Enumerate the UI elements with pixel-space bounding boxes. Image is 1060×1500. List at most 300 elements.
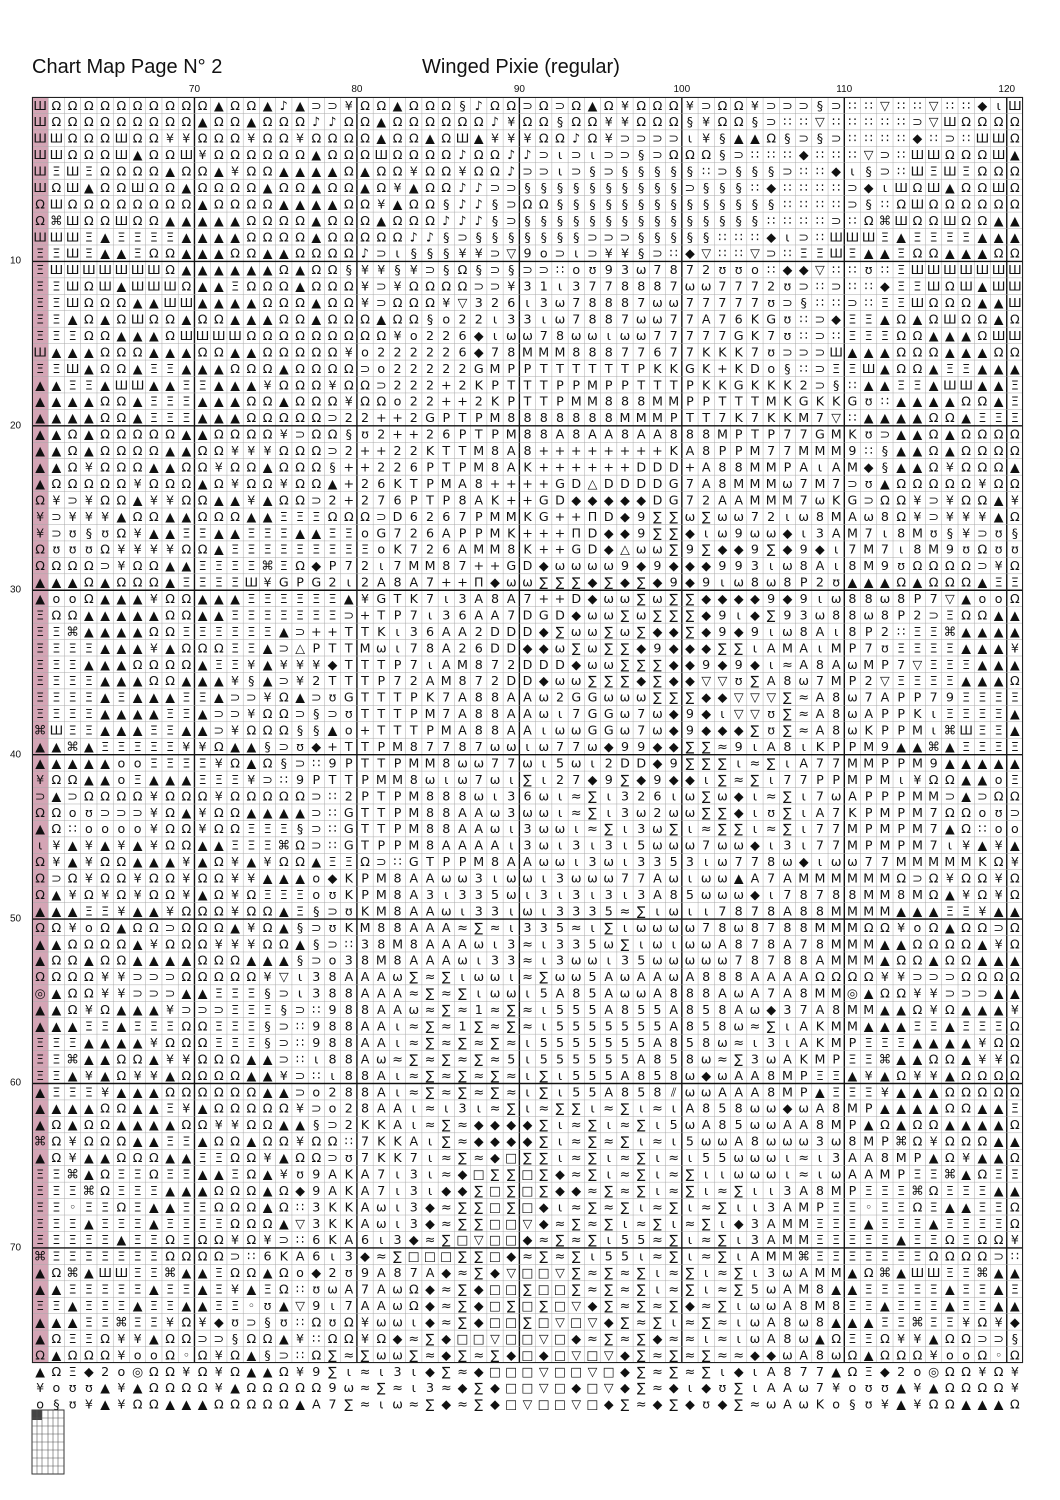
stitch-symbol: ∑ — [621, 657, 630, 672]
stitch-symbol: P — [832, 1051, 840, 1066]
stitch-symbol: o — [101, 821, 109, 836]
stitch-symbol: P — [312, 640, 320, 655]
stitch-symbol: Ω — [279, 1183, 289, 1198]
stitch-symbol: ▲ — [328, 164, 338, 179]
stitch-symbol: Ξ — [897, 262, 905, 277]
stitch-symbol: Ξ — [264, 1282, 272, 1297]
stitch-symbol: 7 — [832, 476, 840, 491]
stitch-symbol: P — [296, 575, 304, 590]
stitch-symbol: + — [603, 443, 614, 458]
stitch-symbol: M — [928, 854, 939, 869]
stitch-symbol: ⊃ — [279, 1051, 290, 1066]
stitch-symbol: Ξ — [832, 1199, 840, 1214]
stitch-symbol: Ω — [133, 344, 143, 359]
stitch-symbol: Ω — [214, 476, 224, 491]
stitch-symbol: Ω — [52, 821, 62, 836]
stitch-symbol: ♪ — [507, 147, 515, 162]
stitch-symbol: ω — [847, 723, 858, 738]
stitch-symbol: ⊃ — [798, 344, 809, 359]
stitch-symbol: Ξ — [1011, 394, 1019, 409]
stitch-symbol: ɩ — [688, 903, 692, 918]
stitch-symbol: A — [767, 969, 776, 984]
stitch-symbol: ▲ — [84, 953, 94, 968]
stitch-symbol: 7 — [751, 509, 759, 524]
stitch-symbol: 9 — [767, 591, 775, 606]
stitch-symbol: Ω — [1010, 673, 1020, 688]
stitch-symbol: Ω — [311, 377, 321, 392]
stitch-symbol: ▲ — [913, 1084, 923, 1099]
stitch-symbol: M — [831, 936, 842, 951]
stitch-symbol: Ω — [214, 147, 224, 162]
stitch-symbol: ▲ — [815, 1331, 825, 1346]
stitch-symbol: A — [799, 657, 808, 672]
stitch-symbol: § — [671, 164, 677, 179]
stitch-symbol: ▲ — [214, 361, 224, 376]
stitch-symbol: ¥ — [605, 114, 613, 129]
stitch-symbol: Ω — [246, 459, 256, 474]
stitch-symbol: P — [897, 723, 905, 738]
stitch-symbol: ◆ — [750, 887, 760, 902]
stitch-symbol: ω — [701, 1084, 712, 1099]
stitch-symbol: ω — [538, 821, 549, 836]
stitch-symbol: ▲ — [198, 591, 208, 606]
stitch-symbol: 8 — [426, 640, 434, 655]
stitch-symbol: § — [524, 180, 530, 195]
stitch-symbol: Ω — [35, 871, 45, 886]
stitch-symbol: Ω — [1010, 969, 1020, 984]
stitch-symbol: Ξ — [101, 1298, 109, 1313]
stitch-symbol: ◆ — [701, 723, 711, 738]
stitch-symbol: ≈ — [668, 1265, 679, 1280]
stitch-symbol: Ω — [360, 213, 370, 228]
stitch-symbol: ∷ — [312, 755, 320, 770]
stitch-symbol: D — [620, 755, 630, 770]
stitch-symbol: Ω — [84, 295, 94, 310]
stitch-symbol: 7 — [361, 1282, 369, 1297]
stitch-symbol: 7 — [410, 542, 418, 557]
stitch-symbol: Ω — [68, 98, 78, 113]
stitch-symbol: § — [524, 229, 530, 244]
stitch-symbol: ▲ — [880, 246, 890, 261]
stitch-symbol: T — [376, 607, 385, 622]
stitch-symbol: 5 — [588, 969, 596, 984]
stitch-symbol: 3 — [621, 262, 629, 277]
stitch-symbol: ▲ — [994, 986, 1004, 1001]
stitch-symbol: + — [360, 443, 371, 458]
stitch-symbol: ≈ — [620, 1117, 631, 1132]
stitch-symbol: ω — [571, 969, 582, 984]
stitch-symbol: T — [701, 410, 710, 425]
stitch-symbol: + — [620, 443, 631, 458]
stitch-symbol: ʊ — [69, 542, 77, 557]
stitch-symbol: + — [343, 459, 354, 474]
stitch-symbol: Ω — [165, 805, 175, 820]
stitch-symbol: Ω — [994, 164, 1004, 179]
stitch-symbol: ▲ — [311, 164, 321, 179]
stitch-symbol: Ω — [246, 1397, 256, 1412]
stitch-symbol: ω — [685, 279, 696, 294]
stitch-symbol: ◆ — [506, 1117, 516, 1132]
stitch-symbol: A — [604, 1084, 613, 1099]
stitch-symbol: ¥ — [36, 509, 44, 524]
stitch-symbol: Ω — [117, 410, 127, 425]
stitch-symbol: ɩ — [525, 739, 529, 754]
stitch-symbol: ▲ — [945, 328, 955, 343]
stitch-symbol: ▲ — [880, 312, 890, 327]
stitch-symbol: ¥ — [377, 196, 385, 211]
stitch-symbol: Ω — [425, 114, 435, 129]
stitch-symbol: 2 — [913, 607, 921, 622]
stitch-symbol: § — [1012, 1331, 1018, 1346]
stitch-symbol: Ω — [263, 723, 273, 738]
stitch-symbol: ⊃ — [181, 1002, 192, 1017]
stitch-symbol: K — [377, 1150, 386, 1165]
stitch-symbol: ▲ — [198, 410, 208, 425]
stitch-symbol: o — [85, 821, 93, 836]
stitch-symbol: ɩ — [818, 591, 822, 606]
stitch-symbol: Ш — [992, 262, 1006, 277]
stitch-symbol: Ω — [896, 953, 906, 968]
stitch-symbol: Ш — [992, 328, 1006, 343]
stitch-symbol: ∷ — [832, 262, 840, 277]
stitch-symbol: G — [588, 723, 598, 738]
stitch-symbol: ≈ — [668, 1282, 679, 1297]
stitch-symbol: Ξ — [85, 164, 93, 179]
stitch-symbol: ∑ — [491, 1068, 500, 1083]
stitch-symbol: 7 — [653, 328, 661, 343]
stitch-symbol: ¥ — [702, 114, 710, 129]
stitch-symbol: ω — [636, 805, 647, 820]
stitch-symbol: ⊃ — [490, 262, 501, 277]
stitch-symbol: ∑ — [621, 1397, 630, 1412]
stitch-symbol: T — [328, 673, 337, 688]
stitch-symbol: ∑ — [702, 739, 711, 754]
stitch-symbol: A — [848, 1150, 857, 1165]
stitch-symbol: ∑ — [637, 624, 646, 639]
stitch-symbol: Ш — [911, 1265, 925, 1280]
stitch-symbol: ω — [766, 1134, 777, 1149]
stitch-symbol: Ω — [35, 542, 45, 557]
stitch-symbol: Ш — [959, 723, 973, 738]
stitch-symbol: ◆ — [441, 1265, 451, 1280]
stitch-symbol: 7 — [572, 706, 580, 721]
stitch-symbol: ∑ — [637, 1364, 646, 1379]
stitch-symbol: ɩ — [509, 772, 513, 787]
stitch-symbol: Ш — [927, 279, 941, 294]
stitch-symbol: o — [85, 920, 93, 935]
stitch-symbol: Ω — [344, 196, 354, 211]
stitch-symbol: ¥ — [978, 1035, 986, 1050]
stitch-symbol: ɩ — [785, 755, 789, 770]
stitch-symbol: Ξ — [946, 640, 954, 655]
stitch-symbol: ∑ — [783, 821, 792, 836]
stitch-symbol: A — [799, 1018, 808, 1033]
stitch-symbol: Ω — [961, 575, 971, 590]
stitch-symbol: 8 — [767, 903, 775, 918]
stitch-symbol: M — [376, 871, 387, 886]
stitch-symbol: Ω — [1010, 312, 1020, 327]
stitch-symbol: ≈ — [473, 1150, 484, 1165]
stitch-symbol: ◆ — [311, 558, 321, 573]
stitch-symbol: ▲ — [279, 1117, 289, 1132]
stitch-symbol: 7 — [637, 723, 645, 738]
stitch-symbol: ω — [733, 1018, 744, 1033]
stitch-symbol: Ξ — [134, 1166, 142, 1181]
stitch-symbol: ¥ — [231, 903, 239, 918]
stitch-symbol: ¥ — [231, 164, 239, 179]
stitch-symbol: ω — [555, 295, 566, 310]
stitch-symbol: Ω — [263, 936, 273, 951]
stitch-symbol: 9 — [605, 262, 613, 277]
stitch-symbol: Ω — [117, 936, 127, 951]
stitch-symbol: Ω — [311, 131, 321, 146]
stitch-symbol: ⌘ — [66, 1265, 79, 1280]
stitch-symbol: Ш — [131, 312, 145, 327]
stitch-symbol: ▲ — [52, 1282, 62, 1297]
stitch-symbol: K — [735, 410, 744, 425]
stitch-symbol: Ω — [425, 213, 435, 228]
stitch-symbol: ω — [782, 558, 793, 573]
stitch-symbol: Ω — [198, 1364, 208, 1379]
stitch-symbol: ◆ — [604, 1397, 614, 1412]
stitch-symbol: P — [670, 410, 678, 425]
stitch-symbol: ▲ — [181, 558, 191, 573]
stitch-symbol: ▲ — [1010, 147, 1020, 162]
stitch-symbol: Ω — [295, 114, 305, 129]
stitch-symbol: M — [879, 805, 890, 820]
stitch-symbol: Ξ — [280, 607, 288, 622]
stitch-symbol: Ш — [33, 229, 47, 244]
stitch-symbol: ∑ — [637, 575, 646, 590]
stitch-symbol: ⊃ — [67, 788, 78, 803]
stitch-symbol: Ξ — [52, 312, 60, 327]
stitch-symbol: Ω — [929, 1249, 939, 1264]
stitch-symbol: ◆ — [766, 1002, 776, 1017]
stitch-symbol: 2 — [458, 312, 466, 327]
stitch-symbol: ⌘ — [115, 1314, 128, 1329]
stitch-symbol: ω — [490, 986, 501, 1001]
stitch-symbol: Ξ — [134, 1232, 142, 1247]
stitch-symbol: P — [800, 575, 808, 590]
stitch-symbol: Ш — [196, 328, 210, 343]
stitch-symbol: P — [881, 1134, 889, 1149]
stitch-symbol: □ — [505, 1216, 517, 1231]
stitch-symbol: ◆ — [734, 805, 744, 820]
stitch-symbol: ⊃ — [343, 607, 354, 622]
stitch-symbol: ∑ — [621, 772, 630, 787]
stitch-symbol: K — [702, 361, 711, 376]
stitch-symbol: Ω — [100, 1166, 110, 1181]
stitch-symbol: M — [587, 377, 598, 392]
stitch-symbol: ⊃ — [311, 788, 322, 803]
stitch-symbol: Ξ — [897, 673, 905, 688]
stitch-symbol: ▲ — [35, 1314, 45, 1329]
stitch-symbol: Ω — [68, 1347, 78, 1362]
stitch-symbol: ¥ — [995, 887, 1003, 902]
stitch-symbol: ≈ — [717, 1331, 728, 1346]
stitch-symbol: 7 — [523, 591, 531, 606]
stitch-symbol: ≈ — [685, 1347, 696, 1362]
stitch-symbol: A — [377, 1035, 386, 1050]
stitch-symbol: Ω — [133, 657, 143, 672]
stitch-symbol: + — [408, 427, 419, 442]
stitch-symbol: ɩ — [931, 706, 935, 721]
stitch-symbol: Ш — [180, 147, 194, 162]
stitch-symbol: ▲ — [116, 673, 126, 688]
stitch-symbol: ◆ — [474, 1282, 484, 1297]
stitch-symbol: ▽ — [523, 1397, 533, 1412]
stitch-symbol: A — [751, 986, 760, 1001]
stitch-symbol: § — [638, 246, 644, 261]
stitch-symbol: Ω — [961, 427, 971, 442]
stitch-symbol: ∑ — [718, 1298, 727, 1313]
stitch-symbol: K — [702, 377, 711, 392]
stitch-symbol: ɩ — [558, 1199, 562, 1214]
stitch-symbol: Ω — [295, 410, 305, 425]
stitch-symbol: ▲ — [133, 361, 143, 376]
stitch-symbol: ▲ — [1010, 1265, 1020, 1280]
stitch-symbol: Ш — [862, 361, 876, 376]
stitch-symbol: ◆ — [425, 1216, 435, 1231]
stitch-symbol: Ξ — [134, 739, 142, 754]
stitch-symbol: ▲ — [994, 903, 1004, 918]
stitch-symbol: D — [523, 558, 533, 573]
stitch-symbol: Ω — [214, 1068, 224, 1083]
stitch-symbol: ɩ — [769, 657, 773, 672]
stitch-symbol: ω — [652, 542, 663, 557]
stitch-symbol: ɩ — [769, 558, 773, 573]
stitch-symbol: Ω — [133, 1150, 143, 1165]
stitch-symbol: ʊ — [865, 1397, 873, 1412]
stitch-symbol: ≈ — [408, 1018, 419, 1033]
stitch-symbol: ¥ — [296, 1364, 304, 1379]
stitch-symbol: ▲ — [913, 1101, 923, 1116]
stitch-symbol: M — [863, 1134, 874, 1149]
stitch-symbol: Ω — [994, 443, 1004, 458]
stitch-symbol: Ξ — [134, 229, 142, 244]
stitch-symbol: M — [814, 920, 825, 935]
stitch-symbol: Ω — [279, 936, 289, 951]
stitch-symbol: ∑ — [783, 788, 792, 803]
stitch-symbol: 1 — [540, 279, 548, 294]
stitch-symbol: ω — [571, 723, 582, 738]
stitch-symbol: 6 — [507, 295, 515, 310]
stitch-symbol: ∑ — [637, 1331, 646, 1346]
stitch-symbol: □ — [554, 1397, 566, 1412]
stitch-symbol: ▲ — [214, 410, 224, 425]
stitch-symbol: ω — [636, 607, 647, 622]
stitch-symbol: Ω — [295, 459, 305, 474]
stitch-symbol: ∑ — [767, 755, 776, 770]
stitch-symbol: Ω — [35, 805, 45, 820]
stitch-symbol: ω — [831, 1347, 842, 1362]
stitch-symbol: Ω — [929, 1183, 939, 1198]
stitch-symbol: Ξ — [69, 640, 77, 655]
stitch-symbol: Ω — [133, 164, 143, 179]
stitch-symbol: ▲ — [133, 1035, 143, 1050]
stitch-symbol: ɩ — [704, 1331, 708, 1346]
stitch-symbol: ◆ — [604, 525, 614, 540]
stitch-symbol: § — [671, 180, 677, 195]
stitch-symbol: ≈ — [620, 1150, 631, 1165]
stitch-symbol: P — [816, 772, 824, 787]
stitch-symbol: ▽ — [490, 1331, 500, 1346]
stitch-symbol: ɩ — [737, 1249, 741, 1264]
stitch-symbol: ▲ — [100, 640, 110, 655]
stitch-symbol: ▲ — [263, 871, 273, 886]
stitch-symbol: 5 — [572, 1068, 580, 1083]
stitch-symbol: ɩ — [623, 920, 627, 935]
stitch-symbol: Ξ — [897, 640, 905, 655]
stitch-symbol: 3 — [540, 887, 548, 902]
stitch-symbol: Ш — [66, 361, 80, 376]
stitch-symbol: 7 — [751, 936, 759, 951]
stitch-symbol: ▲ — [214, 377, 224, 392]
stitch-symbol: P — [410, 492, 418, 507]
stitch-symbol: Ξ — [264, 542, 272, 557]
stitch-symbol: 8 — [670, 986, 678, 1001]
stitch-symbol: Ω — [848, 1364, 858, 1379]
stitch-symbol: ∑ — [588, 1134, 597, 1149]
stitch-symbol: ω — [652, 706, 663, 721]
stitch-symbol: Ω — [539, 114, 549, 129]
stitch-symbol: ≈ — [571, 1134, 582, 1149]
stitch-symbol: ω — [831, 591, 842, 606]
stitch-symbol: ɩ — [525, 1101, 529, 1116]
stitch-symbol: § — [622, 180, 628, 195]
stitch-symbol: Ω — [100, 1002, 110, 1017]
stitch-symbol: Ξ — [247, 1002, 255, 1017]
stitch-symbol: § — [443, 262, 449, 277]
stitch-symbol: Ξ — [182, 690, 190, 705]
stitch-symbol: K — [345, 920, 354, 935]
stitch-symbol: A — [751, 1249, 760, 1264]
stitch-symbol: Ω — [263, 1331, 273, 1346]
stitch-symbol: Ξ — [881, 1249, 889, 1264]
stitch-symbol: ▲ — [35, 755, 45, 770]
stitch-symbol: ∑ — [539, 1150, 548, 1165]
stitch-symbol: Ξ — [1011, 1101, 1019, 1116]
stitch-symbol: 8 — [442, 558, 450, 573]
stitch-symbol: ◆ — [750, 591, 760, 606]
stitch-symbol: ▲ — [84, 394, 94, 409]
stitch-symbol: Ω — [441, 131, 451, 146]
stitch-symbol: ▲ — [750, 131, 760, 146]
stitch-symbol: M — [798, 1232, 809, 1247]
stitch-symbol: § — [313, 706, 319, 721]
stitch-symbol: Ξ — [85, 1018, 93, 1033]
stitch-symbol: Ω — [490, 147, 500, 162]
stitch-symbol: ∑ — [426, 986, 435, 1001]
stitch-symbol: ⊃ — [815, 328, 826, 343]
stitch-symbol: P — [491, 377, 499, 392]
stitch-symbol: 7 — [572, 295, 580, 310]
stitch-symbol: ≈ — [668, 1331, 679, 1346]
stitch-symbol: ɩ — [558, 1068, 562, 1083]
stitch-symbol: ▲ — [100, 657, 110, 672]
stitch-symbol: Ш — [33, 180, 47, 195]
stitch-symbol: 8 — [735, 1101, 743, 1116]
stitch-symbol: Ξ — [296, 542, 304, 557]
stitch-symbol: ⌘ — [895, 1134, 908, 1149]
stitch-symbol: 8 — [848, 624, 856, 639]
stitch-symbol: 7 — [345, 558, 353, 573]
stitch-symbol: Ω — [165, 246, 175, 261]
stitch-symbol: ≈ — [376, 1249, 387, 1264]
stitch-symbol: ∷ — [832, 295, 840, 310]
stitch-symbol: § — [719, 196, 725, 211]
stitch-symbol: 9 — [312, 1166, 320, 1181]
